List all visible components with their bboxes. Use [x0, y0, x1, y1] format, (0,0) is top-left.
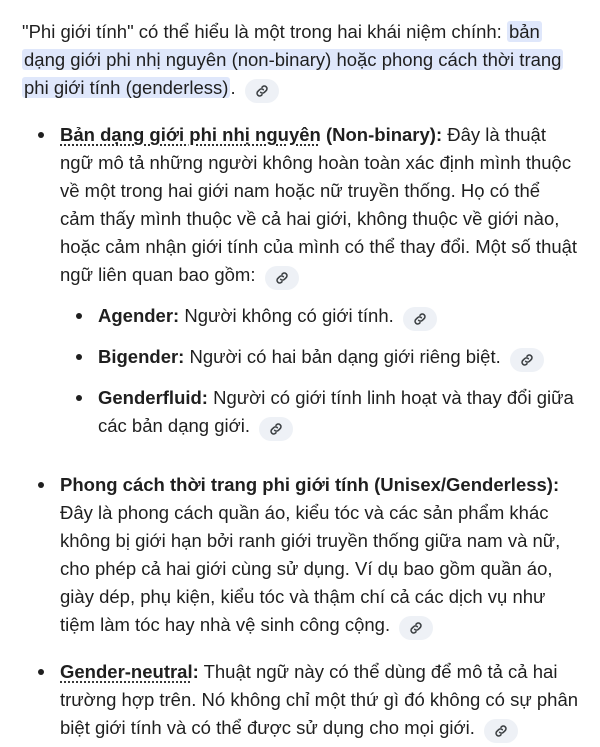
list-item-non-binary	[22, 121, 580, 441]
source-link-chip[interactable]	[484, 719, 518, 743]
link-icon	[519, 352, 535, 368]
sub-item-bigender	[60, 343, 580, 372]
item-desc: Đây là phong cách quần áo, kiểu tóc và các sản phẩm khác không bị giới hạn bởi ranh giới truyền thống giữa nam và nữ, cho phép cả hai giới cùng sử dụng. Ví dụ bao gồm quần áo, giày dép, phụ kiện, kiểu tóc và thậm chí cả các dịch vụ như tiệm làm tóc hay nhà vệ sinh công cộng.	[60, 502, 561, 635]
link-icon	[493, 723, 509, 739]
link-icon	[274, 270, 290, 286]
intro-end: .	[230, 77, 236, 98]
link-icon	[408, 620, 424, 636]
link-icon	[268, 421, 284, 437]
link-icon	[412, 311, 428, 327]
source-link-chip[interactable]	[510, 348, 544, 372]
term-link-non-binary[interactable]: Bản dạng giới phi nhị nguyên	[60, 124, 321, 145]
source-link-chip[interactable]	[265, 266, 299, 290]
term-rest: (Non-binary):	[320, 124, 443, 145]
sub-desc: Người có giới tính linh hoạt và thay đổi giữa các bản dạng giới.	[98, 387, 574, 436]
list-item-gender-neutral	[22, 658, 580, 743]
item-desc: Đây là thuật ngữ mô tả những người không hoàn toàn xác định mình thuộc về một trong hai giới nam hoặc nữ truyền thống. Họ có thể cảm thấy mình thuộc về cả hai giới, không thuộc về giới nào, hoặc cảm nhận giới tính của mình có thể thay đổi. Một số thuật ngữ liên quan bao gồm:	[60, 124, 578, 285]
term-link-gender-neutral[interactable]: Gender-neutral	[60, 661, 193, 682]
sub-list	[60, 302, 580, 441]
link-icon	[254, 83, 270, 99]
sub-desc: Người không có giới tính.	[179, 305, 394, 326]
item-desc: Thuật ngữ này có thể dùng để mô tả cả hai trường hợp trên. Nó không chỉ một thứ gì đó không có sự phân biệt giới tính và có thể được sử dụng cho mọi giới.	[60, 661, 579, 738]
sub-term: Bigender:	[98, 346, 185, 367]
source-link-chip[interactable]	[259, 417, 293, 441]
term-rest: :	[192, 661, 199, 682]
source-link-chip[interactable]	[399, 616, 433, 640]
sub-desc: Người có hai bản dạng giới riêng biệt.	[184, 346, 501, 367]
list-item-unisex	[22, 471, 580, 640]
item-term: Phong cách thời trang phi giới tính (Unisex/Genderless):	[60, 474, 560, 495]
sub-term: Genderfluid:	[98, 387, 208, 408]
intro-paragraph	[22, 18, 580, 103]
sub-item-agender	[60, 302, 580, 331]
main-list	[22, 121, 580, 743]
sub-term: Agender:	[98, 305, 180, 326]
sub-item-genderfluid	[60, 384, 580, 441]
source-link-chip[interactable]	[245, 79, 279, 103]
source-link-chip[interactable]	[403, 307, 437, 331]
intro-highlight[interactable]: bản dạng giới phi nhị nguyên (non-binary) hoặc phong cách thời trang phi giới tính (genderless)	[24, 21, 562, 98]
intro-text: "Phi giới tính" có thể hiểu là một trong hai khái niệm chính:	[22, 21, 507, 42]
